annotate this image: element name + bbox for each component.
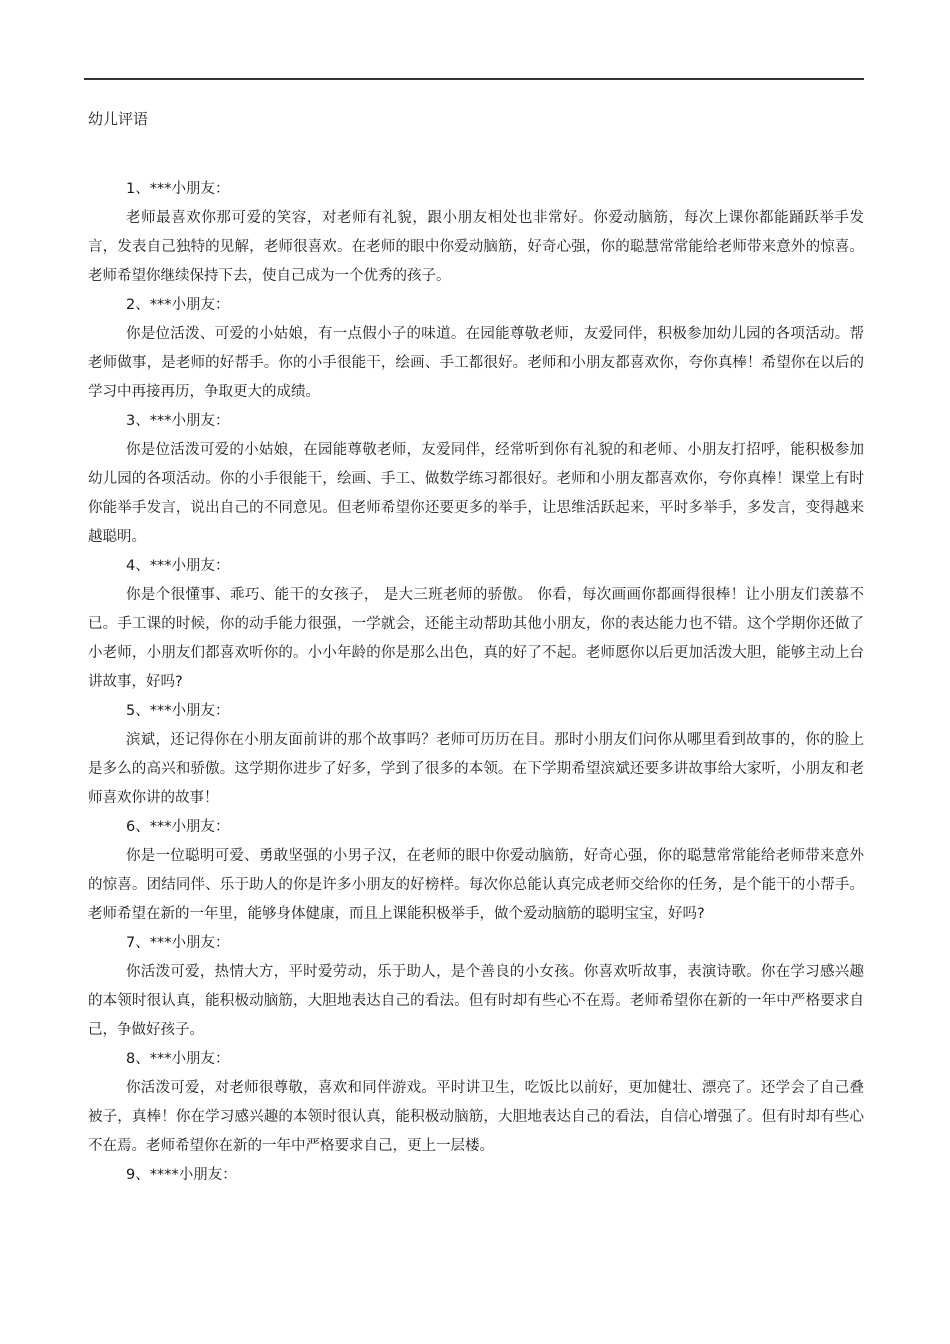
entry-body: 你活泼可爱，对老师很尊敬，喜欢和同伴游戏。平时讲卫生，吃饭比以前好，更加健壮、漂亮了。还学会了自己叠被子，真棒！你在学习感兴趣的本领时很认真，能积极动脑筋，大胆地表达自己的看法，自信心增强了。但有时却有些心不在焉。老师希望你在新的一年中严格要求自己，更上一层楼。: [88, 1080, 864, 1154]
entry-heading: 7、***小朋友：: [126, 935, 230, 951]
entry-body: 滨斌，还记得你在小朋友面前讲的那个故事吗？老师可历历在目。那时小朋友们问你从哪里看到故事的，你的脸上是多么的高兴和骄傲。这学期你进步了好多，学到了很多的本领。在下学期希望滨斌还要多讲故事给大家听，小朋友和老师喜欢你讲的故事！: [88, 732, 864, 806]
entry-body: 你是位活泼可爱的小姑娘，在园能尊敬老师，友爱同伴，经常听到你有礼貌的和老师、小朋友打招呼，能积极参加幼儿园的各项活动。你的小手很能干，绘画、手工、做数学练习都很好。老师和小朋友都喜欢你，夸你真棒！课堂上有时你能举手发言，说出自己的不同意见。但老师希望你还要更多的举手，让思维活跃起来，平时多举手，多发言，变得越来越聪明。: [88, 442, 864, 545]
entry-body: 你活泼可爱，热情大方，平时爱劳动，乐于助人，是个善良的小女孩。你喜欢听故事，表演诗歌。你在学习感兴趣的本领时很认真，能积极动脑筋，大胆地表达自己的看法。但有时却有些心不在焉。老师希望你在新的一年中严格要求自己，争做好孩子。: [88, 964, 864, 1038]
entry: [88, 291, 864, 407]
entry-heading: 8、***小朋友：: [126, 1051, 230, 1067]
entry: [88, 929, 864, 1045]
entry-body: 你是位活泼、可爱的小姑娘，有一点假小子的味道。在园能尊敬老师，友爱同伴，积极参加幼儿园的各项活动。帮老师做事，是老师的好帮手。你的小手很能干，绘画、手工都很好。老师和小朋友都喜欢你，夸你真棒！希望你在以后的学习中再接再历，争取更大的成绩。: [88, 326, 864, 400]
entry-heading: 4、***小朋友：: [126, 558, 230, 574]
entry-heading: 9、****小朋友：: [126, 1167, 237, 1183]
document-body: [88, 175, 864, 1190]
entry: [88, 813, 864, 929]
entry-heading: 5、***小朋友：: [126, 703, 230, 719]
entry-body: 你是个很懂事、乖巧、能干的女孩子， 是大三班老师的骄傲。 你看，每次画画你都画得很棒！让小朋友们羡慕不已。手工课的时候，你的动手能力很强，一学就会，还能主动帮助其他小朋友，你的表达能力也不错。这个学期你还做了小老师，小朋友们都喜欢听你的。小小年龄的你是那么出色，真的好了不起。老师愿你以后更加活泼大胆，能够主动上台讲故事，好吗?: [88, 587, 864, 690]
entry: [88, 1161, 864, 1190]
entry: [88, 697, 864, 813]
entry-heading: 6、***小朋友：: [126, 819, 230, 835]
entry-heading: 1、***小朋友：: [126, 181, 230, 197]
entry: [88, 1045, 864, 1161]
entry: [88, 175, 864, 291]
entry-body: 你是一位聪明可爱、勇敢坚强的小男子汉，在老师的眼中你爱动脑筋，好奇心强，你的聪慧常常能给老师带来意外的惊喜。团结同伴、乐于助人的你是许多小朋友的好榜样。每次你总能认真完成老师交给你的任务，是个能干的小帮手。老师希望在新的一年里，能够身体健康，而且上课能积极举手，做个爱动脑筋的聪明宝宝，好吗?: [88, 848, 864, 922]
entry: [88, 552, 864, 697]
entry-heading: 3、***小朋友：: [126, 413, 230, 429]
entry-body: 老师最喜欢你那可爱的笑容，对老师有礼貌，跟小朋友相处也非常好。你爱动脑筋，每次上课你都能踊跃举手发言，发表自己独特的见解，老师很喜欢。在老师的眼中你爱动脑筋，好奇心强，你的聪慧常常能给老师带来意外的惊喜。老师希望你继续保持下去，使自己成为一个优秀的孩子。: [88, 210, 864, 284]
header-rule: [84, 78, 864, 80]
entry: [88, 407, 864, 552]
entry-heading: 2、***小朋友：: [126, 297, 230, 313]
document-title: 幼儿评语: [88, 110, 149, 128]
